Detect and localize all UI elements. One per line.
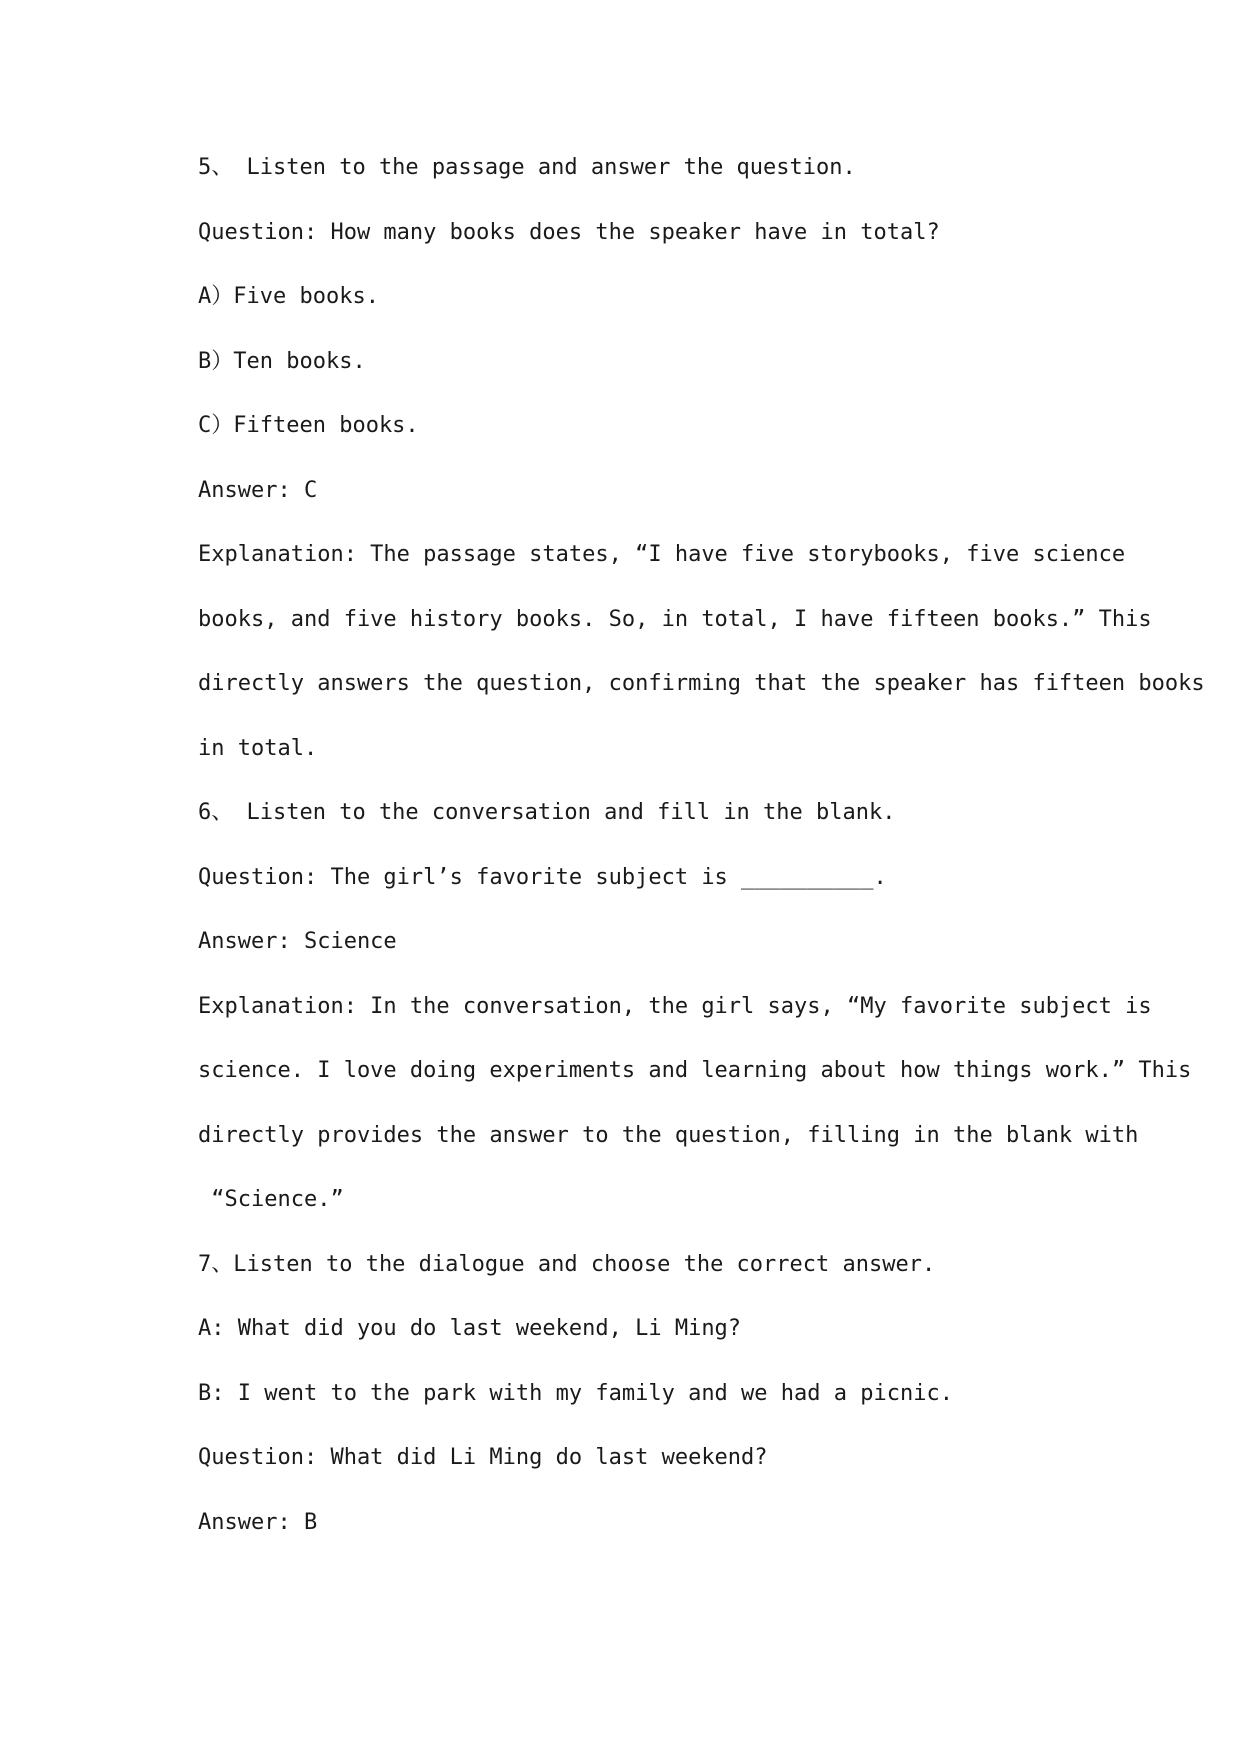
question-5-answer: Answer: C	[198, 477, 318, 503]
question-5-option-c: C）Fifteen books.	[198, 413, 419, 438]
question-7-prompt: 7、Listen to the dialogue and choose the correct answer.	[198, 1251, 936, 1277]
question-7-question: Question: What did Li Ming do last weekend?	[198, 1445, 768, 1470]
question-7-dialogue-b: B: I went to the park with my family and we had a picnic.	[198, 1380, 953, 1406]
question-6-answer: Answer: Science	[198, 929, 397, 954]
question-6-prompt: 6、 Listen to the conversation and fill in the blank.	[198, 800, 896, 825]
question-6-explanation-line-2: science. I love doing experiments and learning about how things work.” This	[198, 1058, 1192, 1083]
question-6-question: Question: The girl’s favorite subject is __________.	[198, 864, 887, 890]
question-7-dialogue-a: A: What did you do last weekend, Li Ming?	[198, 1316, 742, 1341]
question-5-explanation-line-1: Explanation: The passage states, “I have five storybooks, five science	[198, 542, 1126, 567]
question-5-explanation-line-2: books, and five history books. So, in total, I have fifteen books.” This	[198, 606, 1152, 632]
question-6-explanation-line-3: directly provides the answer to the question, filling in the blank with	[198, 1122, 1139, 1148]
question-6-explanation-line-1: Explanation: In the conversation, the girl says, “My favorite subject is	[198, 993, 1152, 1019]
question-5-option-b: B）Ten books.	[198, 348, 366, 374]
question-5-explanation-line-3: directly answers the question, confirming that the speaker has fifteen books	[198, 671, 1205, 696]
question-5-prompt: 5、 Listen to the passage and answer the question.	[198, 155, 856, 180]
question-6-explanation-line-4: “Science.”	[198, 1187, 344, 1212]
question-7-answer: Answer: B	[198, 1509, 318, 1535]
question-5-question: Question: How many books does the speaker have in total?	[198, 219, 940, 245]
question-5-option-a: A）Five books.	[198, 284, 379, 309]
document-body	[198, 148, 1205, 1567]
question-5-explanation-line-4: in total.	[198, 735, 318, 761]
